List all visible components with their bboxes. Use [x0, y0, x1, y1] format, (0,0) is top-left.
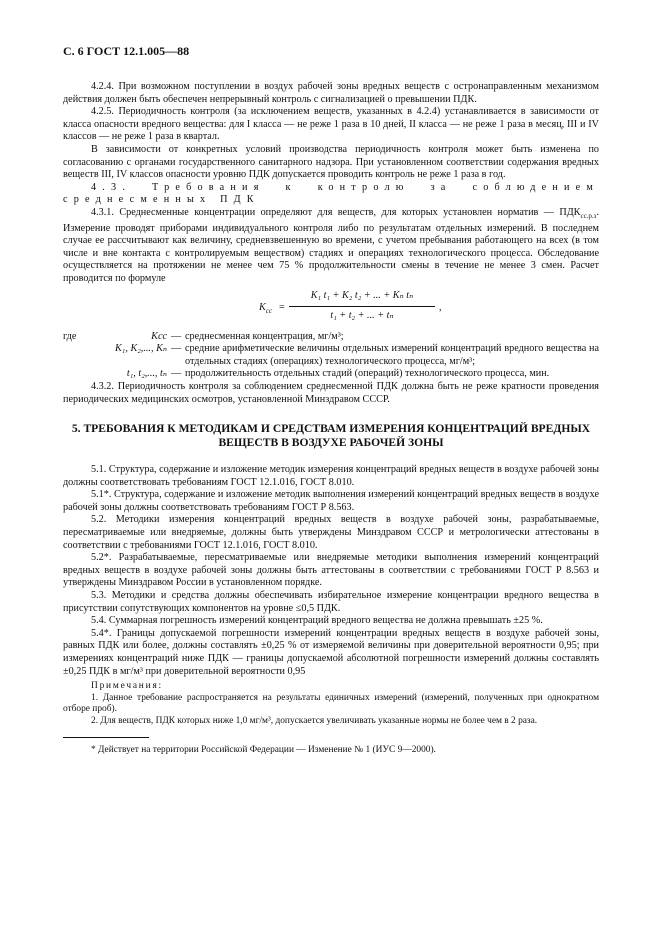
formula-lhs: $K_{сс}$: [259, 301, 273, 315]
formula-equals: =: [279, 301, 285, 313]
definition-text: средние арифметические величины отдельных измерений концентраций вредного вещества на отдельных стадиях (операциях) технологического процесса, мг/м³;: [185, 343, 599, 367]
pdk-subscript: сс.р.з: [580, 211, 597, 220]
paragraph-4-2-5: 4.2.5. Периодичность контроля (за исключением веществ, указанных в 4.2.4) устанавливается в зависимости от класса опасности вредного вещества: для I класса — не реже 1 раза в 10 дней, II класса — не реже 1 раза в месяц, III и IV классов — не реже 1 раза в квартал.: [63, 106, 599, 143]
paragraph-5-2-star: 5.2*. Разрабатываемые, пересматриваемые или внедряемые методики выполнения измерений концентраций вредных веществ в воздухе рабочей зоны должны быть аттестованы в соответствии с требованиями ГОСТ Р 8.563 и утверждены Минздравом России в установленном порядке.: [63, 552, 599, 589]
definition-row: где Kсс — среднесменная концентрация, мг/м³;: [63, 331, 599, 344]
formula-comma: ,: [439, 301, 442, 313]
definition-symbol: Kсс: [151, 330, 167, 342]
heading-4-3: 4.3. Требования к контролю за соблюдением среднесменных ПДК: [63, 181, 599, 206]
paragraph-4-2-4: 4.2.4. При возможном поступлении в воздух рабочей зоны вредных веществ с остронаправленным механизмом действия должен быть обеспечен непрерывный контроль с сигнализацией о превышении ПДК.: [63, 81, 599, 105]
paragraph-4-3-2: 4.3.2. Периодичность контроля за соблюдением среднесменной ПДК должна быть не реже кратности проведения периодических медицинских осмотров, установленной Минздравом СССР.: [63, 380, 599, 405]
formula-fraction-bar: [289, 306, 435, 307]
definition-symbol: K₁, K₂,..., Kₙ: [115, 343, 167, 355]
footnote: * Действует на территории Российской Федерации — Изменение № 1 (ИУС 9—2000).: [91, 745, 436, 755]
formula-numerator: K₁ t₁ + K₂ t₂ + ... + Kₙ tₙ: [310, 289, 414, 301]
paragraph-5-4: 5.4. Суммарная погрешность измерений концентраций вредного вещества не должна превышать ±25 %.: [91, 615, 543, 627]
p-4-3-1-part-b: . Измерение проводят приборами индивидуального контроля либо по результатам отдельных измерений. В последнем случае ее рассчитывают как величину, средневзвешенную во времени, с учетом пребывания работающего на всех (в том числе и вне контакта с контролируемым веществом) стадиях и операциях технологического процесса. Обследование осуществляется на протяжении не менее чем 75 % продолжительности смены в течение не менее 3 смен. Расчет проводится по формуле: [63, 206, 599, 284]
note-2: 2. Для веществ, ПДК которых ниже 1,0 мг/м³, допускается увеличивать указанные нормы не более чем в 2 раза.: [91, 715, 538, 726]
p-4-3-1-part-a: 4.3.1. Среднесменные концентрации определяют для веществ, для которых установлен норматив — ПДК: [91, 206, 581, 218]
paragraph-5-4-star: 5.4*. Границы допускаемой погрешности измерений концентрации вредных веществ в воздухе рабочей зоны, равных ПДК или более, должны составлять ±0,25 % от измеряемой величины при доверительной вероятности 0,95; при измерениях концентраций ниже ПДК — границы допускаемой абсолютной погрешности измерений должны составлять ±0,25 ПДК в мг/м³ при доверительной вероятности 0,95: [63, 627, 599, 677]
definition-text: продолжительность отдельных стадий (операций) технологического процесса, мин.: [185, 368, 550, 380]
definition-row: K₁, K₂,..., Kₙ — средние арифметические величины отдельных измерений концентраций вредного вещества на отдельных стадиях (операциях) технологического процесса, мг/м³;: [63, 343, 599, 368]
page-header: С. 6 ГОСТ 12.1.005—88: [63, 44, 190, 58]
definition-row: t₁, t₂,..., tₙ — продолжительность отдельных стадий (операций) технологического процесса, мин.: [63, 368, 599, 381]
section-5-title: 5. ТРЕБОВАНИЯ К МЕТОДИКАМ И СРЕДСТВАМ ИЗМЕРЕНИЯ КОНЦЕНТРАЦИЙ ВРЕДНЫХ ВЕЩЕСТВ В ВОЗДУХЕ РАБОЧЕЙ ЗОНЫ: [71, 422, 591, 450]
definition-symbol: t₁, t₂,..., tₙ: [126, 368, 167, 380]
formula-definitions: [63, 331, 599, 381]
paragraph-4-3-1: [63, 207, 599, 286]
formula-kcc: [63, 289, 599, 329]
notes-header: Примечания:: [91, 681, 163, 692]
footnote-divider: [63, 737, 149, 738]
note-1: 1. Данное требование распространяется на результаты единичных измерений (измерений, полученных при однократном отборе проб).: [63, 692, 599, 715]
paragraph-5-3: 5.3. Методики и средства должны обеспечивать избирательное измерение концентрации вредного вещества в присутствии сопутствующих компонентов на уровне ≤0,5 ПДК.: [63, 590, 599, 614]
formula-denominator: t₁ + t₂ + ... + tₙ: [330, 309, 394, 321]
paragraph-5-1-star: 5.1*. Структура, содержание и изложение методик выполнения измерений концентраций вредных веществ в воздухе рабочей зоны должны соответствовать требованиям ГОСТ Р 8.563.: [63, 489, 599, 513]
definition-text: среднесменная концентрация, мг/м³;: [185, 330, 344, 342]
document-page: [63, 44, 599, 757]
paragraph-5-2: 5.2. Методики измерения концентраций вредных веществ в воздухе рабочей зоны, разрабатываемые, пересматриваемые или внедряемые, должны быть утверждены Минздравом СССР и метрологически аттестованы в соответствии с требованиями ГОСТ 12.1.016, ГОСТ 8.010.: [63, 514, 599, 551]
paragraph-5-1: 5.1. Структура, содержание и изложение методик измерения концентраций вредных веществ в воздухе рабочей зоны должны соответствовать требованиям ГОСТ 12.1.016, ГОСТ 8.010.: [63, 464, 599, 488]
paragraph-periodicity: В зависимости от конкретных условий производства периодичность контроля может быть изменена по согласованию с органами государственного санитарного надзора. При установленном соответствии содержания вредных веществ III, IV классов опасности уровню ПДК допускается проводить контроль не реже 1 раза в год.: [63, 143, 599, 181]
